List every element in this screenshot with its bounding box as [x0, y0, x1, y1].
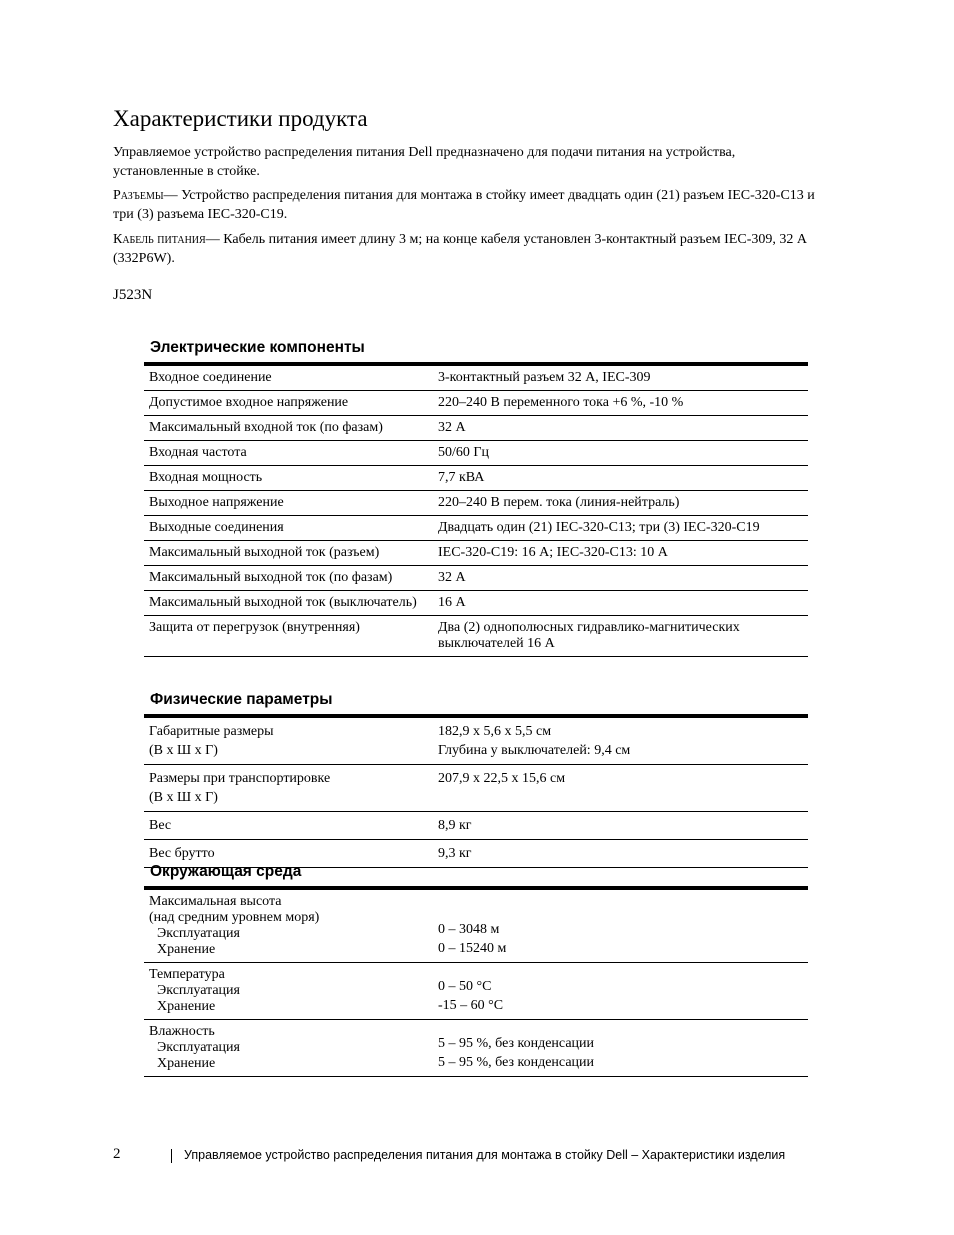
- table-row: [144, 890, 808, 963]
- row-label: Входное соединение: [144, 366, 433, 391]
- row-value: 50/60 Гц: [433, 441, 808, 466]
- electrical-section-title: Электрические компоненты: [150, 339, 365, 356]
- table-row: [144, 416, 808, 441]
- row-label: Выходные соединения: [144, 516, 433, 541]
- temperature-op-label: Эксплуатация: [157, 983, 240, 998]
- row-label: Максимальный выходной ток (разъем): [144, 541, 433, 566]
- row-label: Максимальный выходной ток (выключатель): [144, 591, 433, 616]
- humidity-op-value: 5 – 95 %, без конденсации: [438, 1036, 595, 1051]
- altitude-op-label: Эксплуатация: [157, 926, 240, 941]
- row-label: [144, 963, 433, 1020]
- value-line: 207,9 x 22,5 x 15,6 см: [438, 771, 566, 786]
- page-number: 2: [113, 1146, 121, 1162]
- connectors-paragraph: [113, 186, 821, 224]
- humidity-storage-value: 5 – 95 %, без конденсации: [438, 1055, 595, 1070]
- row-value: 220–240 В переменного тока +6 %, -10 %: [433, 391, 808, 416]
- humidity-op-label: Эксплуатация: [157, 1040, 240, 1055]
- temperature-storage-label: Хранение: [157, 999, 216, 1014]
- value-line: 182,9 x 5,6 x 5,5 см: [438, 724, 552, 739]
- row-value: [433, 718, 808, 765]
- table-row: [144, 516, 808, 541]
- table-row: [144, 566, 808, 591]
- row-value: 32 А: [433, 566, 808, 591]
- row-value: 16 А: [433, 591, 808, 616]
- row-label: Входная мощность: [144, 466, 433, 491]
- altitude-storage-label: Хранение: [157, 942, 216, 957]
- temperature-storage-value: -15 – 60 °C: [438, 998, 504, 1013]
- label-line: (В х Ш х Г): [149, 790, 218, 805]
- table-row: [144, 366, 808, 391]
- table-row: [144, 963, 808, 1020]
- row-label: Входная частота: [144, 441, 433, 466]
- row-label: Допустимое входное напряжение: [144, 391, 433, 416]
- row-value: [433, 1020, 808, 1077]
- row-value: [433, 890, 808, 963]
- label-line: Вес брутто: [149, 846, 215, 861]
- power-cable-label: Кабель питания: [113, 232, 206, 247]
- table-row: [144, 1020, 808, 1077]
- row-value: Двадцать один (21) IEC-320-C13; три (3) IEC-320-C19: [433, 516, 808, 541]
- table-row: [144, 491, 808, 516]
- table-row: [144, 718, 808, 765]
- label-line: Вес: [149, 818, 172, 833]
- physical-section-title: Физические параметры: [150, 691, 333, 708]
- table-row: [144, 591, 808, 616]
- row-label: Максимальный выходной ток (по фазам): [144, 566, 433, 591]
- row-label: [144, 1020, 433, 1077]
- value-line: Глубина у выключателей: 9,4 см: [438, 743, 631, 758]
- footer-divider: [171, 1149, 172, 1163]
- table-row: [144, 541, 808, 566]
- row-value: 32 А: [433, 416, 808, 441]
- altitude-op-value: 0 – 3048 м: [438, 922, 500, 937]
- page-title: Характеристики продукта: [113, 106, 368, 131]
- environment-section-title: Окружающая среда: [150, 863, 302, 880]
- electrical-table: [144, 366, 808, 657]
- power-cable-paragraph: [113, 230, 821, 268]
- connectors-text: — Устройство распределения питания для монтажа в стойку имеет двадцать один (21) разъем IEC-320-C13 и три (3) разъема IEC-320-C19.: [113, 188, 815, 222]
- temperature-label: Температура: [149, 967, 225, 982]
- row-value: 3-контактный разъем 32 А, IEC-309: [433, 366, 808, 391]
- row-value: 7,7 кВА: [433, 466, 808, 491]
- row-value: IEC-320-C19: 16 А; IEC-320-C13: 10 А: [433, 541, 808, 566]
- row-value: 220–240 В перем. тока (линия-нейтраль): [433, 491, 808, 516]
- label-line: (В х Ш х Г): [149, 743, 218, 758]
- altitude-label: Максимальная высота: [149, 894, 282, 909]
- altitude-sublabel: (над средним уровнем моря): [149, 910, 320, 925]
- altitude-storage-value: 0 – 15240 м: [438, 941, 507, 956]
- row-label: Выходное напряжение: [144, 491, 433, 516]
- row-label: [144, 718, 433, 765]
- row-value: [433, 963, 808, 1020]
- table-row: [144, 616, 808, 657]
- model-number: J523N: [113, 287, 153, 303]
- connectors-label: Разъемы: [113, 188, 164, 203]
- humidity-label: Влажность: [149, 1024, 215, 1039]
- row-value: [433, 812, 808, 840]
- physical-table: [144, 718, 808, 868]
- temperature-op-value: 0 – 50 °C: [438, 979, 492, 994]
- label-line: Габаритные размеры: [149, 724, 274, 739]
- table-row: [144, 812, 808, 840]
- power-cable-text: — Кабель питания имеет длину 3 м; на конце кабеля установлен 3-контактный разъем IEC-309, 32 А (332P6W).: [113, 232, 807, 266]
- intro-paragraph: Управляемое устройство распределения питания Dell предназначено для подачи питания на устройства, установленные в стойке.: [113, 145, 736, 179]
- row-label: Защита от перегрузок (внутренняя): [144, 616, 433, 657]
- environment-table: [144, 890, 808, 1077]
- table-row: [144, 765, 808, 812]
- row-value: Два (2) однополюсных гидравлико-магнитических выключателей 16 А: [433, 616, 808, 657]
- table-row: [144, 466, 808, 491]
- row-label: Максимальный входной ток (по фазам): [144, 416, 433, 441]
- value-line: 8,9 кг: [438, 818, 472, 833]
- value-line: 9,3 кг: [438, 846, 472, 861]
- label-line: Размеры при транспортировке: [149, 771, 331, 786]
- footer-text: Управляемое устройство распределения питания для монтажа в стойку Dell – Характеристики изделия: [184, 1148, 786, 1162]
- row-label: [144, 812, 433, 840]
- row-label: [144, 765, 433, 812]
- table-row: [144, 441, 808, 466]
- humidity-storage-label: Хранение: [157, 1056, 216, 1071]
- table-row: [144, 391, 808, 416]
- row-label: [144, 890, 433, 963]
- row-value: [433, 765, 808, 812]
